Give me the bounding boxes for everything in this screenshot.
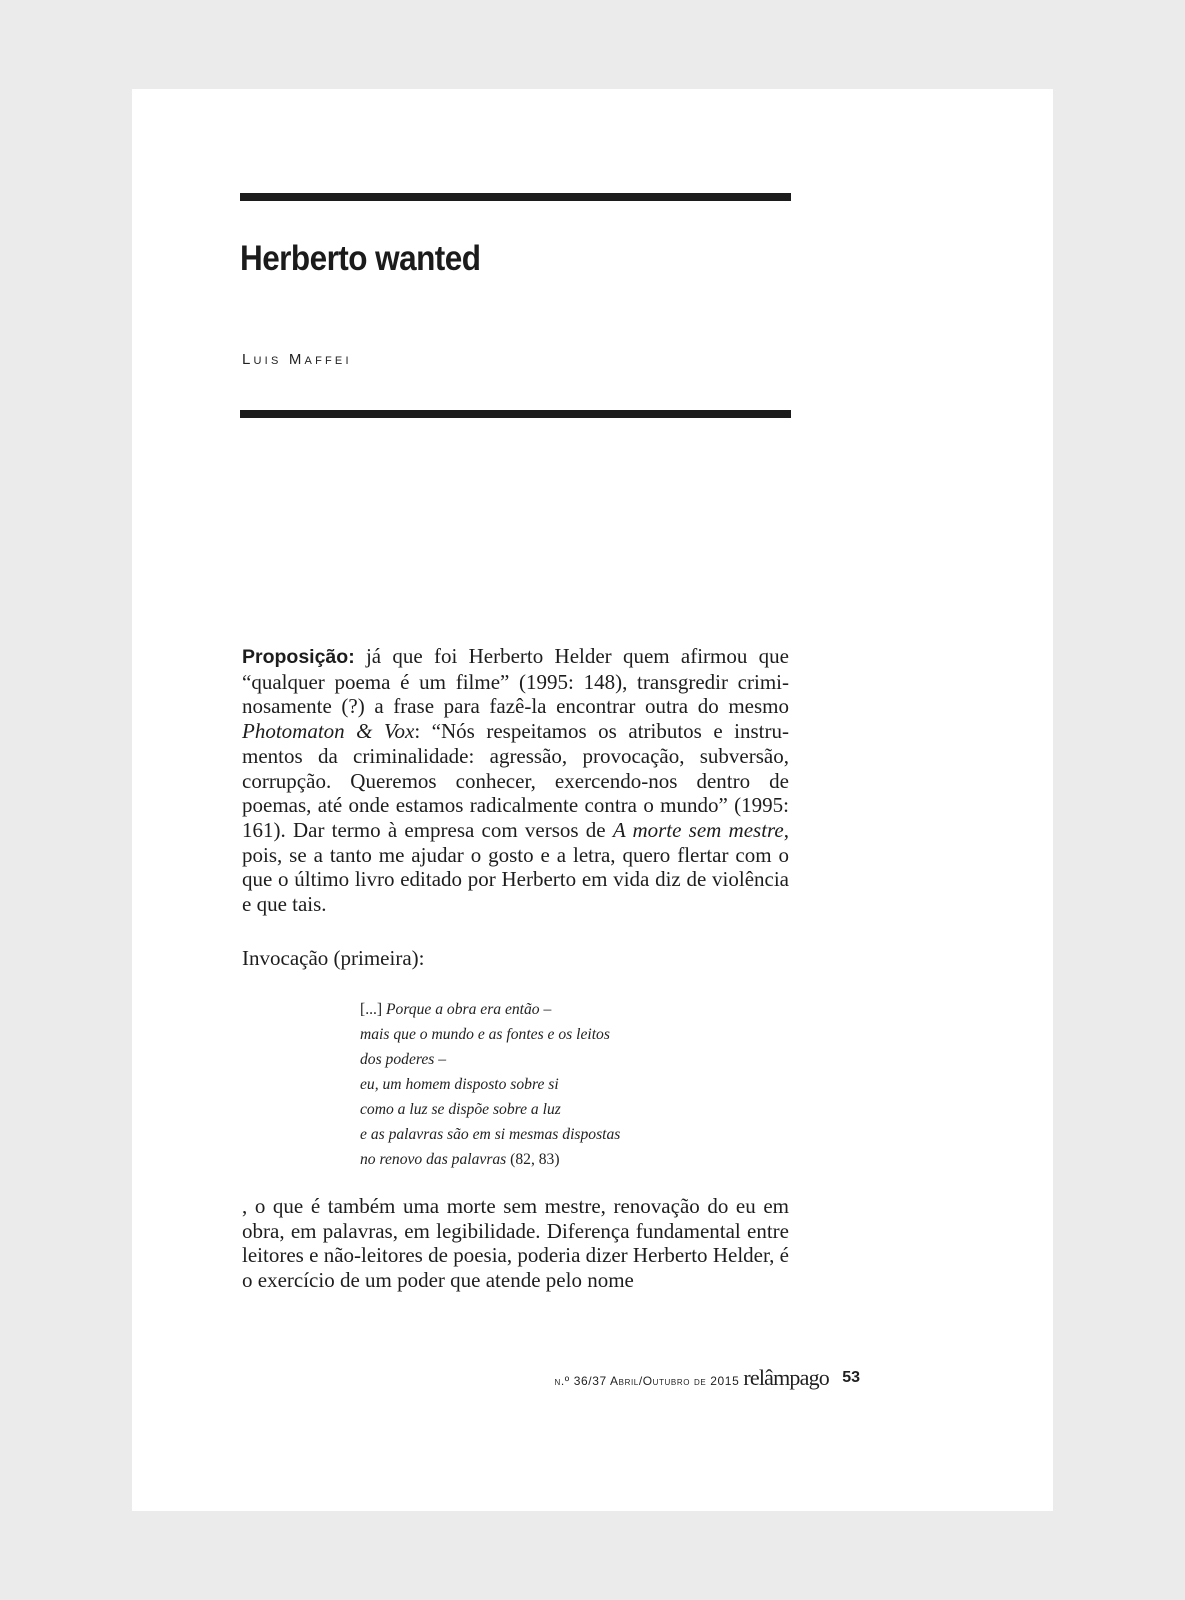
quote-line: mais que o mundo e as fontes e os leitos [360, 1026, 610, 1043]
page-number: 53 [842, 1369, 860, 1386]
quote-ellipsis: [...] [360, 1001, 383, 1018]
article-author: Luis Maffei [242, 351, 352, 368]
paragraph-continuation: , o que é também uma morte sem mestre, renovação do eu em obra, em palavras, em legibilidade. Diferença fundamental entre leitores e não-leitores de poesia, poderia dizer Herberto Helder, é o exercício de um poder que atende pelo nome [242, 1194, 789, 1293]
page-footer [132, 1365, 829, 1391]
block-quote [360, 997, 700, 1172]
paragraph-proposition [242, 644, 789, 917]
quote-citation: (82, 83) [510, 1151, 560, 1168]
book-title: A morte sem mestre [612, 817, 784, 842]
paragraph-text: já que foi Herberto Helder quem afirmou que “qualquer poema é um filme” (1995: 148), transgredir criminosamente (?) a frase para fazê-la encontrar outra do mesmo [242, 644, 789, 719]
quote-line: e as palavras são em si mesmas dispostas [360, 1126, 621, 1143]
top-rule [240, 193, 791, 201]
book-title: Photomaton & Vox [242, 719, 415, 744]
paragraph-text: , pois, se a tanto me ajudar o gosto e a letra, quero flertar com o que o último livro editado por Herberto em vida diz de violência e que tais. [242, 817, 790, 917]
quote-line-text: no renovo das palavras [360, 1151, 507, 1168]
quote-line: como a luz se dispõe sobre a luz [360, 1101, 561, 1118]
magazine-name: relâmpago [743, 1365, 829, 1390]
bottom-rule [240, 410, 791, 418]
issue-info: n.º 36/37 Abril/Outubro de 2015 [554, 1374, 740, 1388]
page [132, 89, 1053, 1511]
quote-line [360, 997, 700, 1022]
proposition-lead: Proposição: [242, 646, 355, 668]
quote-line-text: Porque a obra era então – [386, 1001, 552, 1018]
article-title: Herberto wanted [240, 239, 481, 278]
quote-line [360, 1147, 700, 1172]
quote-line: dos poderes – [360, 1051, 447, 1068]
quote-line: eu, um homem disposto sobre si [360, 1076, 559, 1093]
paragraph-invocation: Invocação (primeira): [242, 946, 425, 970]
paragraph-text: : “Nós respeitamos os atributos e instrumentos da criminalidade: agressão, provocação, subversão, corrupção. Queremos conhecer, exercendo-nos dentro de poemas, até onde estamos radicalmente contra o mundo” (1995: 161). Dar termo à empresa com versos de [242, 719, 789, 842]
